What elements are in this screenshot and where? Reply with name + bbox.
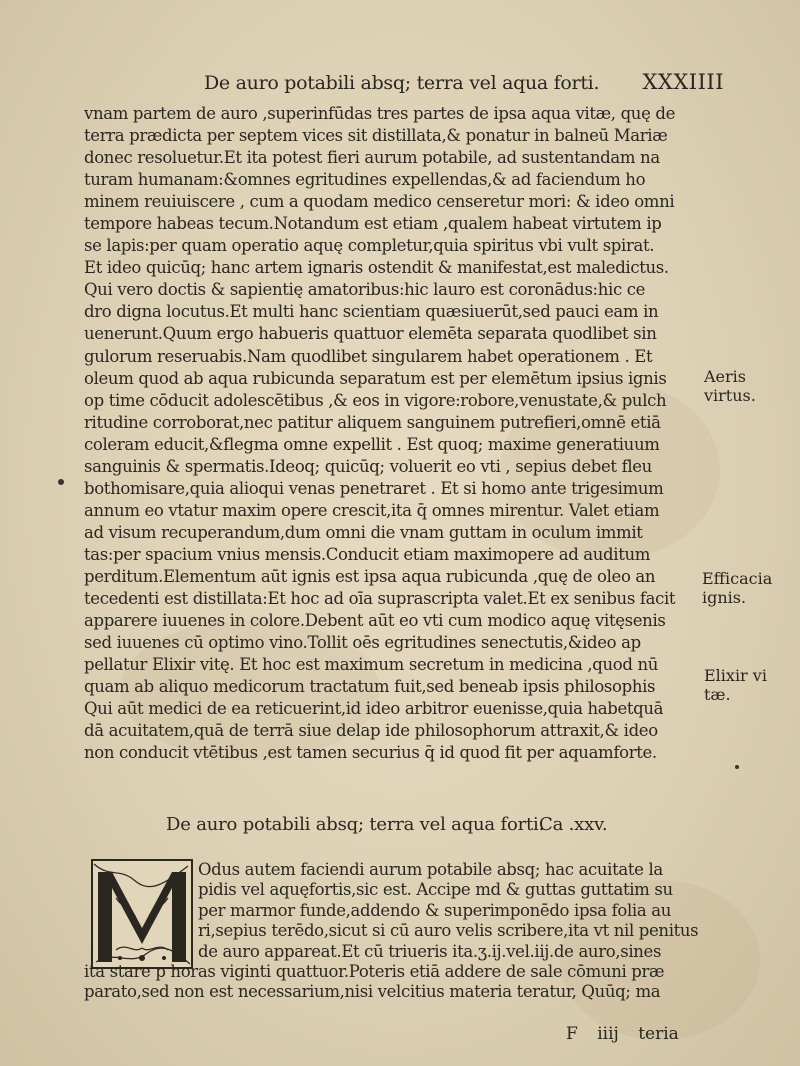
text-line: annum eo vtatur maxim opere crescit,ita q̄ omnes mirentur. Valet etiam bbox=[84, 500, 660, 520]
text-line: apparere iuuenes in colore.Debent aūt eo vti cum modico aquę vitęsenis bbox=[84, 611, 666, 631]
text-line: turam humanam:&omnes egritudines expellendas,& ad faciendum ho bbox=[84, 170, 646, 190]
text-line: donec resoluetur.Et ita potest fieri aurum potabile, ad sustentandam na bbox=[84, 148, 660, 168]
text-line: oleum quod ab aqua rubicunda separatum est per elemētum ipsius ignis bbox=[84, 368, 667, 388]
signature-letter: F bbox=[566, 1024, 578, 1044]
text-line: Odus autem faciendi aurum potabile absq; hac acuitate la bbox=[198, 860, 663, 879]
margin-dot bbox=[58, 479, 64, 485]
text-line: Qui vero doctis & sapientię amatoribus:hic lauro est coronādus:hic ce bbox=[84, 280, 646, 300]
margin-dot bbox=[735, 765, 739, 769]
text-line: ritudine corroborat,nec patitur aliquem sanguinem putrefieri,omnē etiā bbox=[84, 412, 661, 432]
text-line: Qui aūt medici de ea reticuerint,id ideo arbitror euenisse,quia habetquā bbox=[84, 699, 664, 719]
text-line: bothomisare,quia alioqui venas penetraret . Et si homo ante trigesimum bbox=[84, 478, 664, 498]
margin-note-efficacia bbox=[702, 569, 772, 607]
chapter-number: Ca .xxv. bbox=[539, 814, 608, 835]
text-line: ad visum recuperandum,dum omni die vnam guttam in oculum immit bbox=[84, 522, 643, 542]
chapter-text-indented bbox=[198, 860, 698, 962]
text-line: per marmor funde,addendo & superimponēdo ipsa folia au bbox=[198, 900, 671, 920]
text-line: ita stare p horas viginti quattuor.Poteris etiā addere de sale cōmuni præ bbox=[84, 962, 665, 981]
text-line: op time cōducit adolescētibus ,& eos in vigore:robore,venustate,& pulch bbox=[84, 390, 667, 410]
text-line: sed iuuenes cū optimo vino.Tollit oēs egritudines senectutis,&ideo ap bbox=[84, 633, 641, 653]
text-line: ri,sepius terēdo,sicut si cū auro velis scribere,ita vt nil penitus bbox=[198, 921, 698, 941]
text-line: parato,sed non est necessarium,nisi velcitius materia teratur, Quūq; ma bbox=[84, 982, 661, 1002]
text-line: se lapis:per quam operatio aquę completur,quia spiritus vbi vult spirat. bbox=[84, 236, 655, 256]
text-line: perditum.Elementum aūt ignis est ipsa aqua rubicunda ,quę de oleo an bbox=[84, 566, 656, 586]
text-line: de auro appareat.Et cū triueris ita.ʒ.ij.vel.iij.de auro,sines bbox=[198, 941, 662, 961]
text-line: uenerunt.Quum ergo habueris quattuor elemēta separata quodlibet sin bbox=[84, 324, 657, 344]
text-line: pidis vel aquęfortis,sic est. Accipe md & guttas guttatim su bbox=[198, 880, 673, 900]
decorated-initial-m-icon bbox=[90, 858, 194, 970]
margin-note-line: Efficacia bbox=[702, 569, 773, 588]
margin-note-line: ignis. bbox=[702, 588, 747, 607]
chapter-text-full-width bbox=[84, 962, 698, 1003]
text-line: non conducit vtētibus ,est tamen securius q̄ id quod fit per aquamforte. bbox=[84, 743, 657, 763]
text-line: sanguinis & spermatis.Ideoq; quicūq; voluerit eo vti , sepius debet fleu bbox=[84, 456, 652, 476]
chapter-title: De auro potabili absq; terra vel aqua forti. bbox=[166, 814, 545, 835]
text-line: gulorum reseruabis.Nam quodlibet singularem habet operationem . Et bbox=[84, 346, 653, 366]
running-header bbox=[204, 70, 724, 100]
text-line: tempore habeas tecum.Notandum est etiam ,qualem habeat virtutem ip bbox=[84, 214, 662, 234]
margin-note-elixir bbox=[704, 666, 767, 704]
margin-note-line: virtus. bbox=[704, 386, 756, 405]
text-line: Et ideo quicūq; hanc artem ignaris ostendit & manifestat,est maledictus. bbox=[84, 258, 669, 278]
text-line: terra prædicta per septem vices sit distillata,& ponatur in balneū Mariæ bbox=[84, 126, 668, 146]
margin-note-line: Elixir vi bbox=[704, 666, 767, 685]
running-title: De auro potabili absq; terra vel aqua forti. bbox=[204, 72, 600, 94]
text-line: vnam partem de auro ,superinfūdas tres partes de ipsa aqua vitæ, quę de bbox=[84, 104, 676, 123]
signature-number: iiij bbox=[597, 1024, 619, 1044]
margin-note-line: tæ. bbox=[704, 685, 731, 704]
text-line: tecedenti est distillata:Et hoc ad oīa suprascripta valet.Et ex senibus facit bbox=[84, 589, 676, 609]
folio-number: XXXIIII bbox=[642, 70, 724, 94]
main-text-block bbox=[84, 103, 694, 764]
margin-note-aeris bbox=[704, 367, 756, 405]
text-line: pellatur Elixir vitę. Et hoc est maximum secretum in medicina ,quod nū bbox=[84, 655, 659, 675]
margin-note-line: Aeris bbox=[704, 367, 746, 386]
text-line: dro digna locutus.Et multi hanc scientiam quæsiuerūt,sed pauci eam in bbox=[84, 302, 659, 322]
text-line: dā acuitatem,quā de terrā siue delap ide philosophorum attraxit,& ideo bbox=[84, 721, 658, 741]
text-line: tas:per spacium vnius mensis.Conducit etiam maximopere ad auditum bbox=[84, 544, 651, 564]
signature-line bbox=[566, 1024, 679, 1044]
catchword: teria bbox=[638, 1024, 679, 1044]
text-line: coleram educit,&flegma omne expellit . Est quoq; maxime generatiuum bbox=[84, 434, 660, 454]
chapter-heading bbox=[166, 814, 686, 840]
text-line: quam ab aliquo medicorum tractatum fuit,sed beneab ipsis philosophis bbox=[84, 677, 656, 697]
text-line: minem reuiuiscere , cum a quodam medico censeretur mori: & ideo omni bbox=[84, 192, 675, 212]
